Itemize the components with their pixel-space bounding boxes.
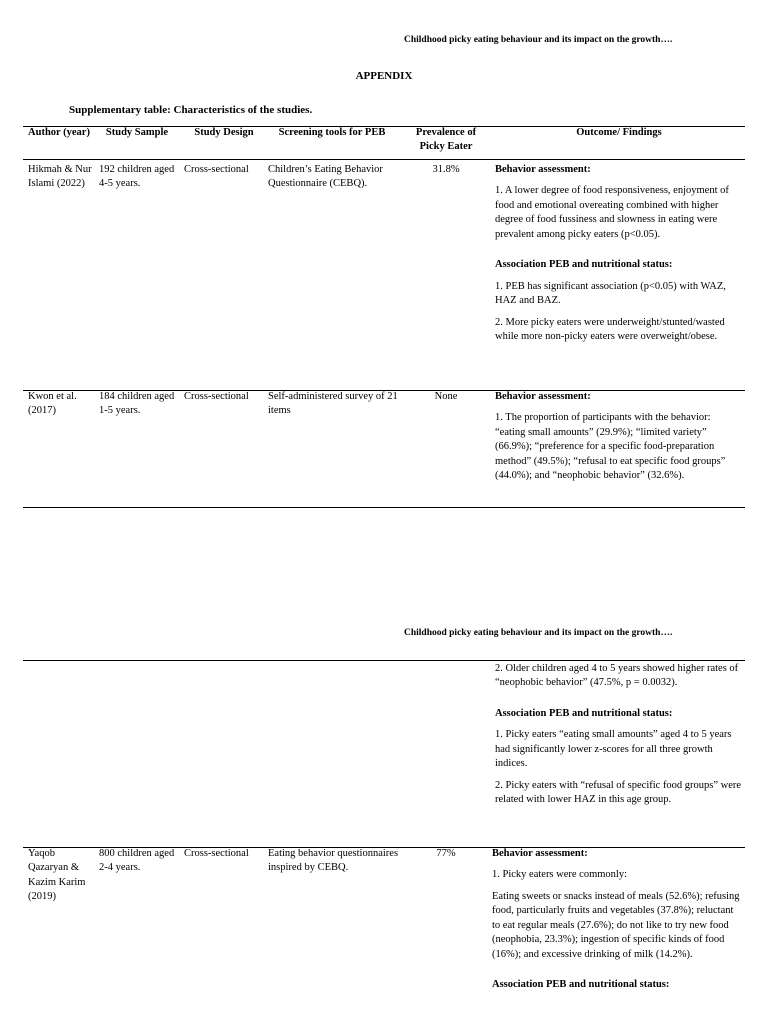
row2-outcome-behavior-1: 1. The proportion of participants with the behavior: “eating small amounts” (29.9%); “limited variety” (66.9%); “preference for a specific food-preparation method” (49.5%); “refusal to eat specific food groups” (44.0%); and “neophobic behavior” (32.6%). xyxy=(495,412,726,482)
row1-author: Hikmah & Nur Islami (2022) xyxy=(28,164,92,190)
row2-design: Cross-sectional xyxy=(184,391,249,402)
row3-outcome-behavior-1: 1. Picky eaters were commonly: xyxy=(492,869,628,881)
row3-outcome-heading-behavior: Behavior assessment: xyxy=(492,848,588,859)
row1-outcome-association-1: 1. PEB has significant association (p<0.05) with WAZ, HAZ and BAZ. xyxy=(495,280,726,307)
row1-sample: 192 children aged 4-5 years. xyxy=(99,164,175,190)
row3-outcome-behavior-2: Eating sweets or snacks instead of meals (52.6%); refusing food, particularly fruits and vegetables (37.8%); reluctant to eat regular meals (27.6%); do not like to try new food (neophobia, 23.3%); ingestion of specific kinds of food (16%); and excessive drinking of milk (14.2%). xyxy=(492,890,740,960)
table-caption: Supplementary table: Characteristics of the studies. xyxy=(69,104,313,116)
row2-outcome-association-2: 2. Picky eaters with “refusal of specific food groups” were related with lower HAZ in this age group. xyxy=(495,779,742,806)
col-header-tool: Screening tools for PEB xyxy=(278,127,386,138)
col-header-design: Study Design xyxy=(194,127,254,138)
row3-tool: Eating behavior questionnaires inspired by CEBQ. xyxy=(268,848,399,874)
header-rule xyxy=(23,159,745,160)
row2-outcome-association-1: 1. Picky eaters “eating small amounts” aged 4 to 5 years had significantly lower z-scores for all three growth indices. xyxy=(495,729,732,770)
row1-outcome-behavior-text: 1. A lower degree of food responsiveness, enjoyment of food and emotional overeating combined with higher degree of food fussiness and slowness in eating were prevalent among picky eaters (p<0.05). xyxy=(495,185,729,240)
col-header-prevalence: Prevalence of Picky Eater xyxy=(415,127,477,153)
page-2 xyxy=(0,620,768,1024)
running-header: Childhood picky eating behaviour and its impact on the growth…. xyxy=(404,628,673,638)
col-header-outcome: Outcome/ Findings xyxy=(576,127,662,138)
row1-outcome xyxy=(495,163,743,345)
row2-outcome-heading-association: Association PEB and nutritional status: xyxy=(495,707,673,719)
row2-outcome xyxy=(495,390,743,484)
row1-design: Cross-sectional xyxy=(184,164,249,175)
row1-outcome-association-2: 2. More picky eaters were underweight/stunted/wasted while more non-picky eaters were overweight/obese. xyxy=(495,316,725,343)
row3-sample: 800 children aged 2-4 years. xyxy=(99,848,175,874)
row3-outcome-heading-association: Association PEB and nutritional status: xyxy=(492,979,670,991)
row1-tool: Children’s Eating Behavior Questionnaire (CEBQ). xyxy=(268,164,383,190)
table-top-rule-page2 xyxy=(23,660,745,661)
row3-outcome xyxy=(492,847,744,993)
row1-outcome-heading-behavior: Behavior assessment: xyxy=(495,164,591,175)
running-header: Childhood picky eating behaviour and its impact on the growth…. xyxy=(404,35,673,45)
row2-outcome-continued xyxy=(495,662,743,808)
row3-design: Cross-sectional xyxy=(184,848,249,859)
row3-author: Yaqob Qazaryan & Kazim Karim (2019) xyxy=(28,848,86,903)
row3-prevalence: 77% xyxy=(436,848,456,859)
appendix-title: APPENDIX xyxy=(355,70,413,82)
row1-outcome-heading-association: Association PEB and nutritional status: xyxy=(495,259,673,271)
col-header-author: Author (year) xyxy=(28,127,90,138)
row2-author: Kwon et al. (2017) xyxy=(28,391,77,417)
table-bottom-rule-page1 xyxy=(23,507,745,508)
col-header-sample: Study Sample xyxy=(105,127,169,138)
row1-prevalence: 31.8% xyxy=(432,164,460,175)
row2-sample: 184 children aged 1-5 years. xyxy=(99,391,175,417)
row2-prevalence: None xyxy=(434,391,458,402)
row2-tool: Self-administered survey of 21 items xyxy=(268,391,398,417)
row2-outcome-behavior-2: 2. Older children aged 4 to 5 years showed higher rates of “neophobic behavior” (47.5%, p = 0.0032). xyxy=(495,663,739,689)
row2-outcome-heading-behavior: Behavior assessment: xyxy=(495,391,591,402)
